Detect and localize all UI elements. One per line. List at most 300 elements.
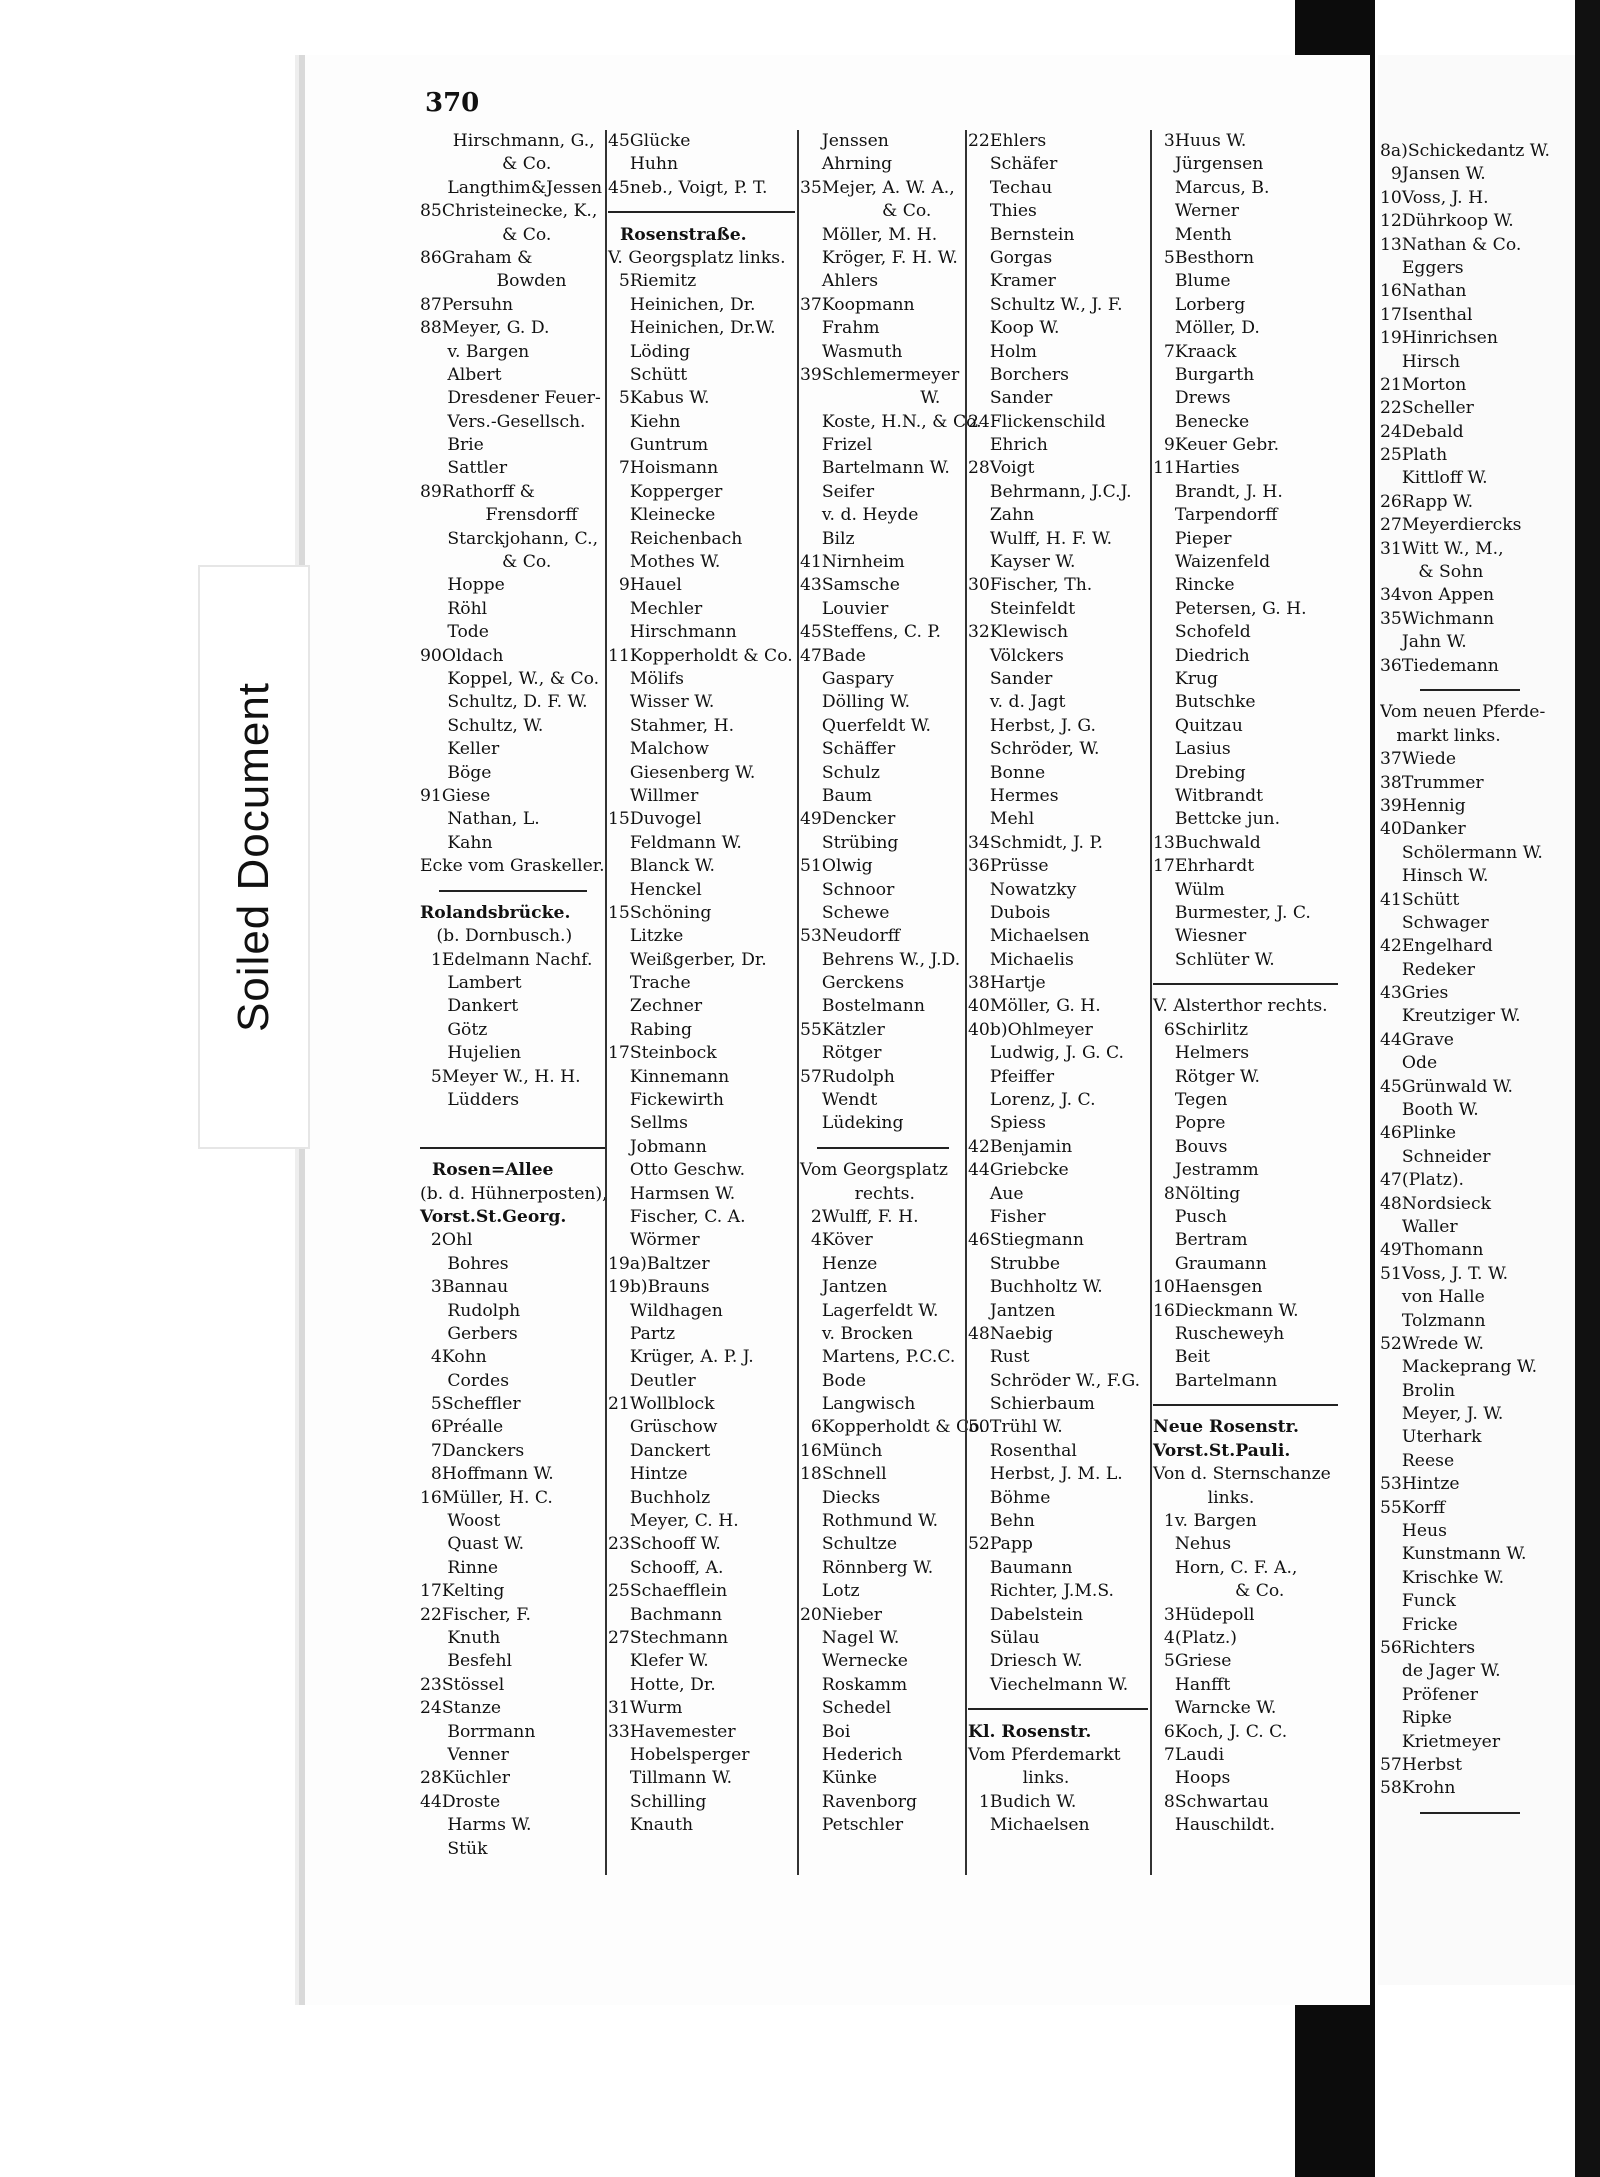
column-divider [605,130,607,1875]
directory-entry: 1Budich W. [968,1791,1077,1812]
directory-entry: Gerbers [420,1323,518,1344]
directory-entry: Hirschmann, G., [420,131,595,151]
directory-entry: Möller, D. [1153,318,1260,339]
directory-entry: Jenssen [800,131,889,151]
directory-entry: Schultz, W. [420,715,544,736]
directory-entry: Borrmann [420,1721,536,1742]
directory-entry: Gerckens [800,973,905,994]
directory-entry: Eggers [1380,257,1464,278]
directory-entry: 11Kopperholdt & Co. [608,645,793,666]
directory-entry: Benecke [1153,411,1250,432]
section-divider [1380,1801,1600,1824]
directory-entry: Hederich [800,1744,903,1765]
directory-entry: Ecke vom Graskeller. [420,856,605,877]
directory-entry: Zechner [608,996,703,1017]
directory-entry: 23Schooff W. [608,1534,721,1555]
directory-entry: Kopperger [608,481,723,502]
directory-entry: markt links. [1380,725,1501,746]
directory-entry: 27Meyerdiercks [1380,515,1522,536]
directory-entry: 23Stössel [420,1674,505,1695]
directory-entry: Ruscheweyh [1153,1323,1285,1344]
directory-entry: 3Huus W. [1153,131,1247,151]
directory-entry: Kayser W. [968,552,1076,573]
directory-entry: Völckers [968,645,1064,666]
directory-entry: 53Neudorff [800,926,900,947]
directory-entry: Schröder, W. [968,739,1100,760]
directory-entry: 17Steinbock [608,1043,717,1064]
directory-entry: Reichenbach [608,528,743,549]
directory-entry: 9Keuer Gebr. [1153,435,1280,456]
directory-entry: Danckert [608,1440,711,1461]
directory-entry: Schultze [800,1534,898,1555]
directory-entry: 17Kelting [420,1581,505,1602]
directory-entry: Jestramm [1153,1160,1259,1181]
directory-entry: 46Plinke [1380,1123,1457,1144]
directory-entry: Nowatzky [968,879,1077,900]
directory-entry: Dresdener Feuer- [420,388,601,409]
section-divider [968,1697,1148,1720]
directory-entry: Reese [1380,1450,1455,1471]
directory-entry: Knuth [420,1628,501,1648]
directory-entry: Wendt [800,1090,878,1111]
directory-entry: 25Plath [1380,445,1448,466]
directory-entry: Redeker [1380,959,1475,980]
directory-entry: 21Wollblock [608,1394,715,1415]
directory-entry: & Co. [420,154,552,175]
directory-entry: Fischer, C. A. [608,1206,746,1227]
directory-entry: 4(Platz.) [1153,1628,1238,1648]
directory-entry: Zahn [968,505,1035,526]
directory-entry: 31Wurm [608,1698,683,1719]
directory-entry: Pröfener [1380,1684,1478,1705]
directory-entry: Driesch W. [968,1651,1083,1672]
directory-entry: Jantzen [968,1300,1056,1321]
directory-entry: Behrmann, J.C.J. [968,481,1132,502]
directory-entry: Blanck W. [608,856,715,877]
directory-entry: Dankert [420,996,519,1017]
directory-entry: Schlüter W. [1153,949,1275,970]
directory-entry: Viechelmann W. [968,1674,1129,1695]
directory-entry: Schulz [800,762,880,783]
directory-entry: Hinsch W. [1380,866,1489,887]
directory-entry: 8Hoffmann W. [420,1464,554,1485]
directory-entry: 26Rapp W. [1380,491,1474,512]
directory-entry: 38Hartje [968,973,1046,994]
directory-entry: Jantzen [800,1277,888,1298]
directory-entry: 18Schnell [800,1464,887,1485]
directory-entry: Michaelsen [968,926,1090,947]
directory-entry: Vom Georgsplatz [800,1160,948,1181]
directory-entry: Funck [1380,1591,1456,1612]
directory-entry: Rudolph [420,1300,521,1321]
directory-entry: Diedrich [1153,645,1250,666]
directory-entry: Lorenz, J. C. [968,1090,1096,1111]
directory-entry: Lorberg [1153,294,1246,315]
directory-entry: Wiesner [1153,926,1247,947]
directory-entry: 57Rudolph [800,1066,895,1087]
directory-entry: Ravenborg [800,1791,917,1812]
directory-entry: Fricke [1380,1614,1458,1635]
directory-entry: 8Nölting [1153,1183,1241,1204]
directory-entry: 33Havemester [608,1721,736,1742]
directory-entry: Wildhagen [608,1300,723,1321]
stamp-label: Soiled Document [229,681,279,1033]
directory-entry: Guntrum [608,435,709,456]
directory-entry: Fickewirth [608,1090,724,1111]
directory-entry: Dubois [968,902,1051,923]
directory-entry: Spiess [968,1113,1046,1134]
directory-entry: & Sohn [1380,562,1484,583]
directory-entry: 10Haensgen [1153,1277,1263,1298]
directory-entry: 39Hennig [1380,795,1466,816]
directory-entry: 22Scheller [1380,398,1474,419]
directory-entry: Huhn [608,154,679,175]
directory-entry: Kahn [420,832,493,853]
directory-entry: 56Richters [1380,1638,1476,1658]
directory-entry: Brie [420,435,484,456]
directory-entry: 58Krohn [1380,1778,1456,1799]
directory-entry: Kittloff W. [1380,468,1488,489]
directory-entry: 35Wichmann [1380,608,1495,629]
directory-entry: 57Herbst [1380,1754,1462,1775]
directory-entry: 41Nirnheim [800,552,905,573]
directory-entry: 16Münch [800,1440,883,1461]
directory-entry: 37Koopmann [800,294,915,315]
directory-entry: Lagerfeldt W. [800,1300,939,1321]
directory-entry: 25Schaefflein [608,1581,728,1602]
directory-entry: Nathan, L. [420,809,540,830]
directory-entry: Bouvs [1153,1136,1228,1157]
directory-entry: Venner [420,1744,509,1765]
directory-entry: 10Voss, J. H. [1380,187,1489,208]
directory-entry: Lüdders [420,1090,520,1111]
directory-entry: Tolzmann [1380,1310,1486,1331]
directory-entry: Bartelmann W. [800,458,950,479]
section-divider [608,200,795,223]
directory-entry: Henze [800,1253,878,1274]
directory-entry: Bettcke jun. [1153,809,1281,830]
directory-entry: Bernstein [968,224,1075,245]
directory-entry: 47Bade [800,645,866,666]
directory-entry: 7Hoismann [608,458,719,479]
directory-entry: Uterhark [1380,1427,1482,1448]
directory-entry: Meyer, J. W. [1380,1404,1504,1425]
directory-entry: v. Brocken [800,1323,913,1344]
street-heading: Vorst.St.Georg. [420,1206,567,1227]
directory-entry: Langwisch [800,1394,916,1415]
directory-entry: Kunstmann W. [1380,1544,1527,1565]
directory-entry: Heinichen, Dr.W. [608,318,776,339]
directory-entry: 3Hüdepoll [1153,1604,1255,1625]
directory-entry: 45Glücke [608,131,691,151]
section-divider [420,879,605,902]
directory-entry: Rincke [1153,575,1235,596]
directory-entry: Schneider [1380,1146,1491,1167]
directory-entry: 36Tiedemann [1380,655,1499,676]
directory-entry: Fisher [968,1206,1046,1227]
column-divider [1150,130,1152,1875]
directory-entry: 45Steffens, C. P. [800,622,941,643]
directory-entry: 2Wulff, F. H. [800,1206,919,1227]
directory-entry: Pusch [1153,1206,1228,1227]
directory-entry: Schilling [608,1791,707,1812]
directory-entry: 24Stanze [420,1698,502,1719]
directory-entry: Röhl [420,598,488,619]
directory-entry: Richter, J.M.S. [968,1581,1115,1602]
directory-entry: Wisser W. [608,692,715,713]
directory-entry: Sülau [968,1628,1040,1648]
directory-entry: Borchers [968,364,1069,385]
directory-entry: Klefer W. [608,1651,709,1672]
directory-entry: Henckel [608,879,702,900]
directory-entry: Otto Geschw. [608,1160,746,1181]
directory-entry: Von d. Sternschanze [1153,1464,1331,1485]
directory-entry: Heinichen, Dr. [608,294,756,315]
directory-entry: 40Danker [1380,819,1466,840]
directory-entry: 13Nathan & Co. [1380,234,1522,255]
directory-entry: & Co. [1153,1581,1285,1602]
directory-entry: Hoppe [420,575,505,596]
directory-entry: von Halle [1380,1287,1485,1308]
directory-entry: Koste, H.N., & Co. [800,411,982,432]
directory-entry: Rabing [608,1019,693,1040]
directory-column-4 [968,130,1148,1838]
directory-entry: Kreutziger W. [1380,1006,1521,1027]
directory-entry: 19b)Brauns [608,1277,710,1298]
directory-entry: 85Christeinecke, K., [420,201,598,222]
directory-entry: Langthim&Jessen [420,177,603,198]
directory-entry: Schewe [800,902,890,923]
directory-entry: Buchholz [608,1487,711,1508]
directory-entry: Mothes W. [608,552,721,573]
directory-entry: Strubbe [968,1253,1060,1274]
directory-entry: 11Harties [1153,458,1240,479]
directory-entry: Ripke [1380,1708,1452,1729]
directory-entry: Hobelsperger [608,1744,750,1765]
directory-entry: Grüschow [608,1417,718,1438]
directory-entry: 5Besthorn [1153,247,1255,268]
directory-entry: & Co. [420,552,552,573]
directory-entry: 7Kraack [1153,341,1237,362]
directory-entry: 16Müller, H. C. [420,1487,553,1508]
street-heading: Rolandsbrücke. [420,902,571,923]
directory-entry: Wülm [1153,879,1225,900]
directory-entry: Schierbaum [968,1394,1095,1415]
column-divider [965,130,967,1875]
directory-entry: Waizenfeld [1153,552,1271,573]
directory-entry: 6Schirlitz [1153,1019,1249,1040]
directory-entry: 31Witt W., M., [1380,538,1504,559]
directory-entry: Techau [968,177,1053,198]
directory-entry: & Co. [420,224,552,245]
directory-entry: Petersen, G. H. [1153,598,1307,619]
directory-entry: 28Küchler [420,1768,510,1789]
directory-entry: 7Danckers [420,1440,525,1461]
directory-entry: Partz [608,1323,676,1344]
directory-entry: Dölling W. [800,692,911,713]
directory-entry: Quast W. [420,1534,525,1555]
directory-entry: 90Oldach [420,645,504,666]
directory-entry: Schütt [608,364,688,385]
directory-entry: Pieper [1153,528,1232,549]
directory-entry: Hauschildt. [1153,1815,1276,1836]
directory-entry: Brandt, J. H. [1153,481,1283,502]
directory-entry: Kleinecke [608,505,716,526]
directory-entry: Willmer [608,785,699,806]
directory-entry: 19Hinrichsen [1380,328,1498,349]
directory-entry: 43Gries [1380,983,1449,1004]
directory-entry: 15Duvogel [608,809,702,830]
directory-entry: Tode [420,622,489,643]
directory-entry: rechts. [800,1183,915,1204]
directory-entry: Harmsen W. [608,1183,736,1204]
section-divider [800,1136,965,1159]
directory-entry: Jürgensen [1153,154,1264,175]
directory-entry: Mehl [968,809,1035,830]
directory-entry: Cordes [420,1370,510,1391]
directory-entry: Jahn W. [1380,632,1467,653]
directory-entry: Koppel, W., & Co. [420,668,600,689]
directory-entry: Bohres [420,1253,509,1274]
directory-entry: Bostelmann [800,996,925,1017]
directory-entry: Rötger W. [1153,1066,1261,1087]
directory-entry: 34von Appen [1380,585,1495,606]
directory-entry: Herbst, J. G. [968,715,1096,736]
directory-entry: Gorgas [968,247,1053,268]
directory-entry: 5Meyer W., H. H. [420,1066,581,1087]
directory-entry: Besfehl [420,1651,513,1672]
street-heading: Rosenstraße. [608,224,747,245]
directory-entry: Albert [420,364,502,385]
directory-entry: 22Fischer, F. [420,1604,531,1625]
directory-entry: Ode [1380,1053,1438,1074]
directory-entry: Michaelsen [968,1815,1090,1836]
directory-entry: Vers.-Gesellsch. [420,411,586,432]
directory-entry: Hirschmann [608,622,737,643]
directory-entry: Rötger [800,1043,882,1064]
directory-entry: 17Ehrhardt [1153,856,1255,877]
directory-entry: Schäfer [968,154,1058,175]
directory-entry: Thies [968,201,1037,222]
directory-entry: 27Stechmann [608,1628,729,1648]
directory-entry: 51Voss, J. T. W. [1380,1263,1509,1284]
directory-entry: 47(Platz). [1380,1170,1465,1191]
right-page-column [1380,140,1600,1824]
directory-entry: 5Kabus W. [608,388,710,409]
directory-entry: Kinnemann [608,1066,730,1087]
directory-entry: Butschke [1153,692,1256,713]
directory-entry: Rinne [420,1557,499,1578]
directory-entry: Frizel [800,435,873,456]
directory-entry: 28Voigt [968,458,1035,479]
directory-entry: Lüdeking [800,1113,904,1134]
directory-entry: Mölifs [608,668,684,689]
directory-entry: Frahm [800,318,880,339]
directory-entry: Bartelmann [1153,1370,1278,1391]
directory-entry: Petschler [800,1815,904,1836]
directory-entry: Schofeld [1153,622,1251,643]
directory-entry: Brolin [1380,1380,1456,1401]
directory-entry: Hanfft [1153,1674,1231,1695]
directory-entry: Ahlers [800,271,879,292]
directory-entry: 4Kohn [420,1347,487,1368]
directory-entry: 7Laudi [1153,1744,1225,1765]
directory-entry: Drews [1153,388,1231,409]
directory-entry: Louvier [800,598,889,619]
directory-entry: Sander [968,388,1053,409]
directory-entry: 6Kopperholdt & Co. [800,1417,985,1438]
directory-entry: 45neb., Voigt, P. T. [608,177,768,198]
directory-entry: 88Meyer, G. D. [420,318,550,339]
directory-entry: Strübing [800,832,899,853]
directory-entry: 24Flickenschild [968,411,1106,432]
directory-entry: Graumann [1153,1253,1267,1274]
directory-entry: Krietmeyer [1380,1731,1501,1752]
directory-entry: Buchholtz W. [968,1277,1103,1298]
directory-entry: Stük [420,1838,488,1859]
directory-entry: 44Droste [420,1791,501,1812]
directory-entry: Lotz [800,1581,860,1602]
directory-entry: Helmers [1153,1043,1250,1064]
directory-entry: Warncke W. [1153,1698,1277,1719]
directory-entry: 6Koch, J. C. C. [1153,1721,1288,1742]
directory-entry: Giesenberg W. [608,762,756,783]
directory-column-3 [800,130,985,1838]
directory-entry: 16Nathan [1380,281,1467,302]
directory-entry: Baumann [968,1557,1073,1578]
street-heading: Kl. Rosenstr. [968,1721,1092,1742]
directory-entry: Krischke W. [1380,1567,1505,1588]
section-divider [1153,1393,1338,1416]
directory-entry: 15Schöning [608,902,712,923]
directory-entry: Tillmann W. [608,1768,733,1789]
directory-entry: Ludwig, J. G. C. [968,1043,1125,1064]
street-heading: Rosen=Allee [420,1160,554,1181]
directory-entry: Krüger, A. P. J. [608,1347,754,1368]
directory-entry: Stahmer, H. [608,715,735,736]
directory-entry: 20Nieber [800,1604,882,1625]
directory-entry: Drebing [1153,762,1246,783]
directory-entry: Böhme [968,1487,1051,1508]
directory-entry: Schäffer [800,739,896,760]
directory-entry: 38Trummer [1380,772,1484,793]
directory-entry: 55Korff [1380,1497,1446,1518]
directory-entry: Wernecke [800,1651,908,1672]
directory-entry: Hujelien [420,1043,522,1064]
directory-entry: 49Dencker [800,809,896,830]
street-heading: Neue Rosenstr. [1153,1417,1299,1438]
directory-entry: de Jager W. [1380,1661,1501,1682]
directory-entry: Hirsch [1380,351,1461,372]
directory-entry: Götz [420,1019,488,1040]
directory-entry: Blume [1153,271,1231,292]
directory-entry: (b. Dornbusch.) [420,926,573,947]
section-divider [420,1136,605,1159]
directory-entry: Schröder W., F.G. [968,1370,1141,1391]
directory-entry: 91Giese [420,785,491,806]
directory-entry: 50Trühl W. [968,1417,1063,1438]
directory-entry: Schultz W., J. F. [968,294,1123,315]
directory-entry: 24Debald [1380,421,1464,442]
directory-entry: 40b)Ohlmeyer [968,1019,1093,1040]
directory-entry: 1v. Bargen [1153,1511,1257,1532]
directory-entry: Schooff, A. [608,1557,724,1578]
directory-entry: V. Georgsplatz links. [608,247,786,268]
directory-entry: & Co. [800,201,932,222]
directory-entry: Frensdorff [420,505,578,526]
directory-entry: 35Mejer, A. W. A., [800,177,955,198]
directory-entry: Aue [968,1183,1024,1204]
